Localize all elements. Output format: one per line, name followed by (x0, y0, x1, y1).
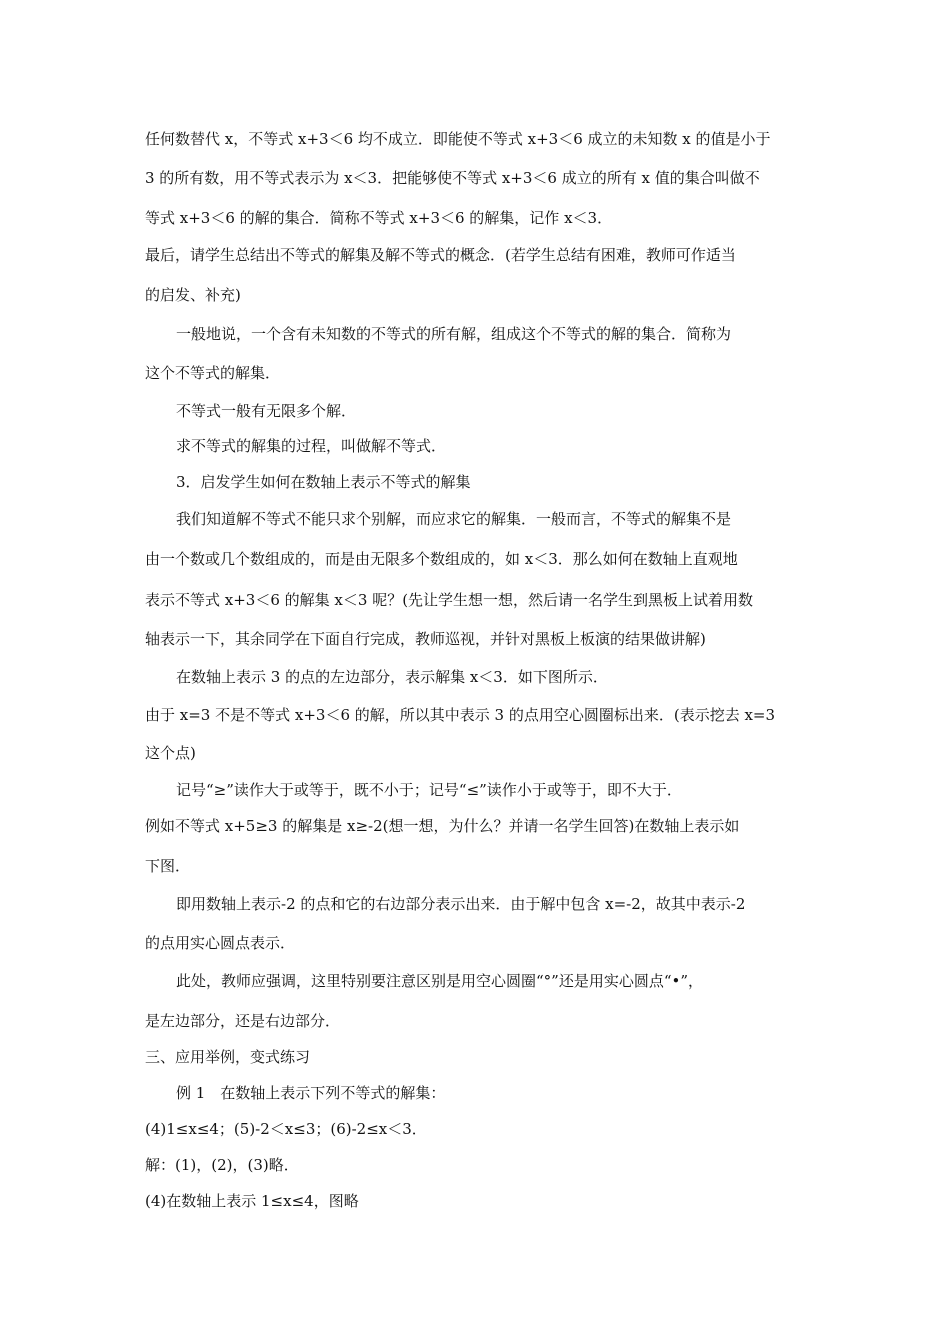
text-line: 最后，请学生总结出不等式的解集及解不等式的概念．(若学生总结有困难，教师可作适当 (145, 246, 736, 264)
section-heading: 3．启发学生如何在数轴上表示不等式的解集 (176, 473, 471, 491)
text-line: 即用数轴上表示-2 的点和它的右边部分表示出来．由于解中包含 x=-2，故其中表示-2 (176, 895, 746, 913)
text-line: 下图． (145, 857, 191, 875)
text-line: 我们知道解不等式不能只求个别解，而应求它的解集．一般而言，不等式的解集不是 (176, 510, 732, 528)
text-line: 3 的所有数，用不等式表示为 x＜3．把能够使不等式 x+3＜6 成立的所有 x 值的集合叫做不 (145, 169, 760, 187)
text-line: 由于 x=3 不是不等式 x+3＜6 的解，所以其中表示 3 的点用空心圆圈标出来．(表示挖去 x=3 (145, 706, 776, 724)
text-line: (4)在数轴上表示 1≤x≤4，图略 (145, 1192, 359, 1210)
text-line: 这个点) (145, 744, 196, 762)
text-line: 求不等式的解集的过程，叫做解不等式． (176, 437, 447, 455)
text-line: 等式 x+3＜6 的解的集合．简称不等式 x+3＜6 的解集，记作 x＜3． (145, 209, 613, 227)
text-line: 在数轴上表示 3 的点的左边部分，表示解集 x＜3．如下图所示． (176, 668, 608, 686)
text-line: 任何数替代 x，不等式 x+3＜6 均不成立．即能使不等式 x+3＜6 成立的未知数 x 的值是小于 (145, 130, 771, 148)
text-line: 由一个数或几个数组成的，而是由无限多个数组成的，如 x＜3．那么如何在数轴上直观地 (145, 550, 738, 568)
text-line: 轴表示一下，其余同学在下面自行完成，教师巡视，并针对黑板上板演的结果做讲解) (145, 630, 706, 648)
text-line: 不等式一般有无限多个解． (176, 402, 357, 420)
text-line: 此处，教师应强调，这里特别要注意区别是用空心圆圈“°”还是用实心圆点“•”， (176, 972, 704, 990)
text-line: 记号“≥”读作大于或等于，既不小于；记号“≤”读作小于或等于，即不大于． (176, 781, 682, 799)
text-line: 这个不等式的解集． (145, 364, 281, 382)
text-line: 表示不等式 x+3＜6 的解集 x＜3 呢？(先让学生想一想，然后请一名学生到黑板上试着用数 (145, 591, 754, 609)
text-line: 例如不等式 x+5≥3 的解集是 x≥-2(想一想，为什么？并请一名学生回答)在数轴上表示如 (145, 817, 740, 835)
section-heading: 三、应用举例，变式练习 (145, 1048, 311, 1066)
text-line: 解：(1)，(2)，(3)略． (145, 1156, 299, 1174)
text-line: (4)1≤x≤4；(5)-2＜x≤3；(6)-2≤x＜3． (145, 1120, 427, 1138)
text-line: 的点用实心圆点表示． (145, 934, 296, 952)
example-title: 例 1 在数轴上表示下列不等式的解集： (176, 1084, 446, 1102)
text-line: 一般地说，一个含有未知数的不等式的所有解，组成这个不等式的解的集合．简称为 (176, 325, 732, 343)
text-line: 的启发、补充) (145, 286, 241, 304)
text-line: 是左边部分，还是右边部分． (145, 1012, 341, 1030)
